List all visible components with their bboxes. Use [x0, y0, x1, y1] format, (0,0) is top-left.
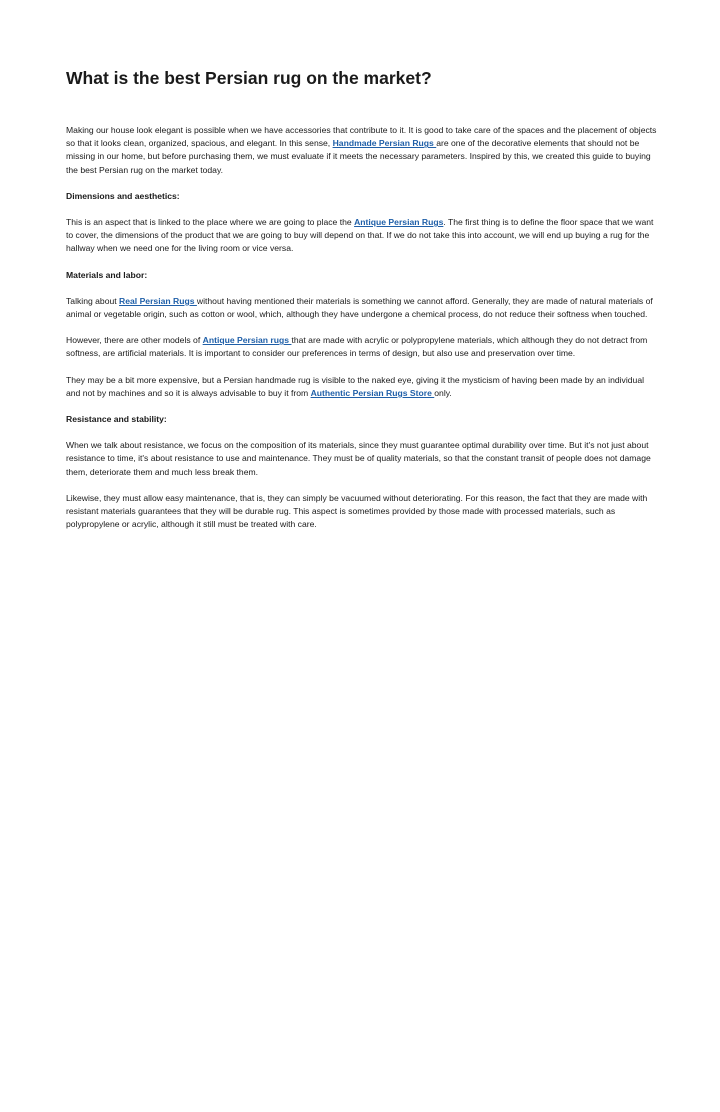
materials-3-text-before: They may be a bit more expensive, but a Persian handmade rug is visible to the naked eye, giving it the mysticism of having been made by an individual and not by machines and so it is always advisable to buy it from: [66, 374, 645, 398]
materials-paragraph-2: [66, 334, 658, 360]
dimensions-text-after: . The first thing is to define the floor space that we want to cover, the dimensions of the product that we are going to buy will depend on that. If we do not take this into account, we will end up buying a rug for the hallway when we need one for the living room or vice versa.: [66, 217, 654, 254]
materials-1-text-before: Talking about: [66, 295, 120, 306]
intro-text-after: are one of the decorative elements that should not be missing in our home, but before purchasing them, we must evaluate if it meets the necessary parameters. Inspired by this, we created this guide to buying the best Persian rug on the market today.: [66, 138, 651, 175]
document-page: [66, 66, 658, 544]
materials-paragraph-1: [66, 295, 658, 321]
materials-paragraph-3: [66, 374, 658, 400]
materials-1-text-after: without having mentioned their materials is something we cannot afford. Generally, they are made of natural materials of animal or vegetable origin, such as cotton or wool, which, although they have undergone a chemical process, do not reduce their softness when touched.: [66, 295, 653, 320]
intro-text-before: Making our house look elegant is possible when we have accessories that contribute to it. It is good to take care of the spaces and the placement of objects so that it looks clean, organized, spacious, and elegant. In this sense,: [66, 125, 657, 149]
dimensions-text-before: This is an aspect that is linked to the place where we are going to place the: [66, 217, 355, 228]
section-heading-materials: Materials and labor:: [66, 269, 148, 280]
resistance-paragraph-2: Likewise, they must allow easy maintenance, that is, they can simply be vacuumed without deteriorating. For this reason, the fact that they are made with resistant materials guarantees that they will be durable rug. This aspect is sometimes provided by those made with processed materials, such as polypropylene or acrylic, although it still must be treated with care.: [66, 492, 648, 530]
authentic-persian-rugs-store-link[interactable]: Authentic Persian Rugs Store: [310, 387, 435, 398]
antique-persian-rugs-link[interactable]: Antique Persian Rugs: [354, 217, 444, 228]
resistance-paragraph-1: When we talk about resistance, we focus on the composition of its materials, since they must guarantee optimal durability over time. But it's not just about resistance to time, it's about resistance to use and maintenance. They must be of quality materials, so that the constant transit of people does not damage them, deteriorate them and much less break them.: [66, 440, 651, 477]
materials-3-text-after: only.: [434, 387, 452, 398]
materials-2-text-after: that are made with acrylic or polypropylene materials, which although they do not detract from softness, are artificial materials. It is important to consider our preferences in terms of design, but also use and preservation over time.: [66, 335, 648, 359]
real-persian-rugs-link[interactable]: Real Persian Rugs: [119, 295, 197, 306]
materials-2-text-before: However, there are other models of: [66, 335, 203, 346]
section-heading-resistance: Resistance and stability:: [66, 414, 167, 425]
dimensions-paragraph: [66, 216, 658, 256]
antique-persian-rugs-link-2[interactable]: Antique Persian rugs: [202, 335, 292, 346]
page-title: What is the best Persian rug on the market?: [66, 68, 432, 88]
intro-paragraph: [66, 124, 658, 177]
handmade-persian-rugs-link[interactable]: Handmade Persian Rugs: [332, 138, 437, 149]
section-heading-dimensions: Dimensions and aesthetics:: [66, 190, 180, 201]
